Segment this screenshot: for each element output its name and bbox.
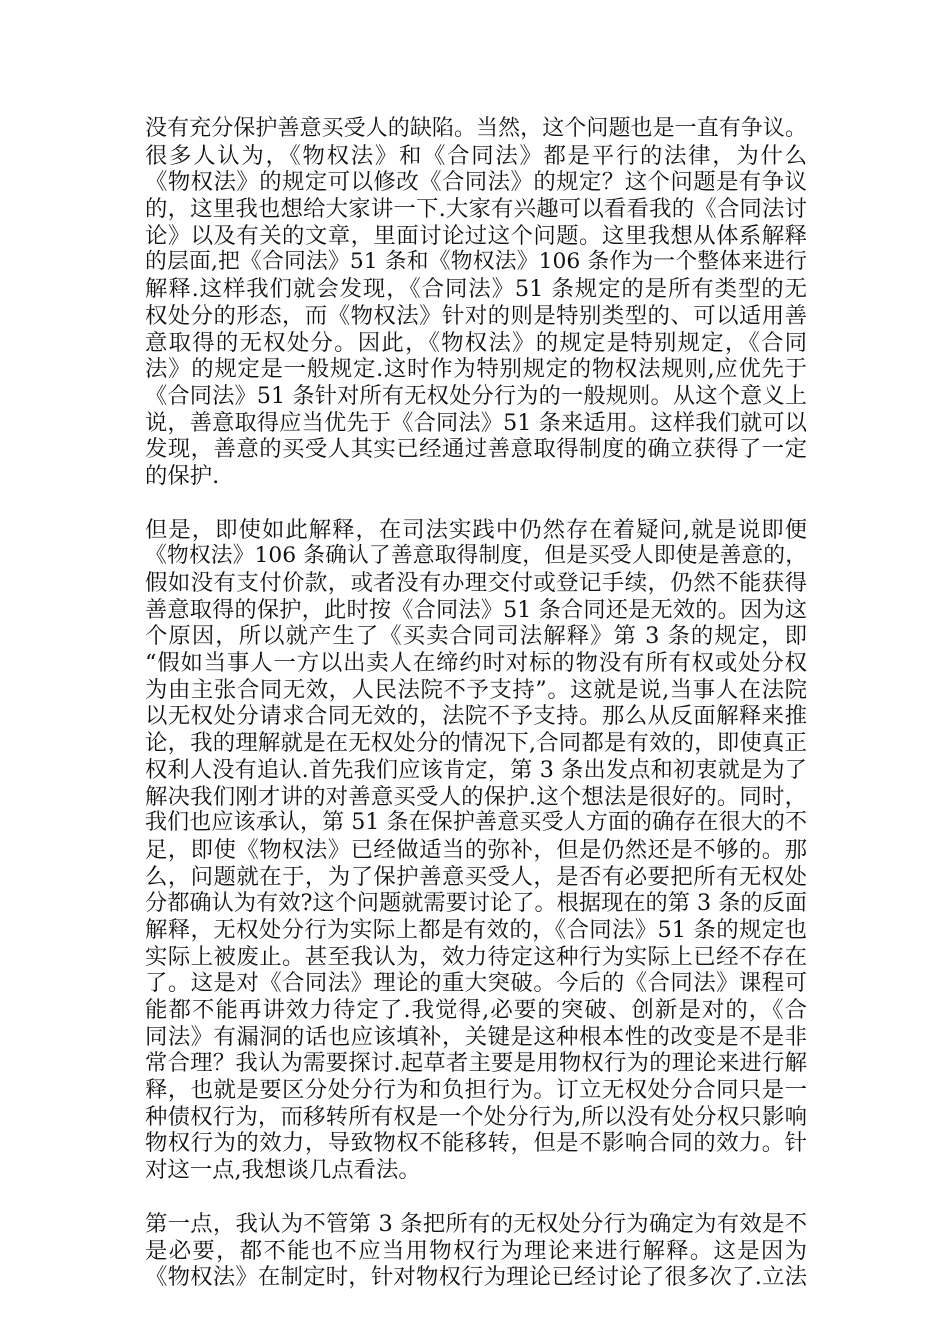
text-line: 《物权法》在制定时，针对物权行为理论已经讨论了很多次了.立法: [145, 1264, 807, 1291]
text-line: 么，问题就在于，为了保护善意买受人，是否有必要把所有无权处: [145, 863, 807, 890]
text-line: 假如没有支付价款，或者没有办理交付或登记手续，仍然不能获得: [145, 570, 807, 596]
text-line: 发现，善意的买受人其实已经通过善意取得制度的确立获得了一定: [145, 436, 807, 463]
text-line: 《合同法》51 条针对所有无权处分行为的一般规则。从这个意义上: [145, 382, 807, 409]
text-line: 善意取得的保护，此时按《合同法》51 条合同还是无效的。因为这: [145, 596, 807, 623]
text-line: 了。这是对《合同法》理论的重大突破。今后的《合同法》课程可: [145, 970, 807, 997]
text-line: 实际上被废止。甚至我认为，效力待定这种行为实际上已经不存在: [145, 943, 807, 970]
text-line: 的保护.: [145, 462, 220, 489]
text-line: 《物权法》的规定可以修改《合同法》的规定？这个问题是有争议: [145, 169, 807, 196]
text-line: 足，即使《物权法》已经做适当的弥补，但是仍然还是不够的。那: [145, 836, 807, 863]
text-line: 但是，即使如此解释，在司法实践中仍然存在着疑问,就是说即便: [145, 516, 807, 543]
text-line: 法》的规定是一般规定.这时作为特别规定的物权法规则,应优先于: [145, 356, 807, 383]
text-line: 个原因，所以就产生了《买卖合同司法解释》第 3 条的规定，即: [145, 623, 807, 650]
text-line: 是必要，都不能也不应当用物权行为理论来进行解释。这是因为: [145, 1237, 807, 1264]
text-line: 说，善意取得应当优先于《合同法》51 条来适用。这样我们就可以: [145, 409, 807, 436]
paragraph-1: [145, 116, 807, 490]
text-line: 对这一点,我想谈几点看法。: [145, 1157, 421, 1184]
text-line: 论》以及有关的文章，里面讨论过这个问题。这里我想从体系解释: [145, 222, 807, 249]
text-line: 论，我的理解就是在无权处分的情况下,合同都是有效的，即使真正: [145, 730, 807, 757]
text-line: 分都确认为有效?这个问题就需要讨论了。根据现在的第 3 条的反面: [145, 890, 807, 917]
text-line: 同法》有漏洞的话也应该填补，关键是这种根本性的改变是不是非: [145, 1023, 807, 1050]
text-line: 我们也应该承认，第 51 条在保护善意买受人方面的确存在很大的不: [145, 810, 807, 836]
text-line: 物权行为的效力，导致物权不能移转，但是不影响合同的效力。针: [145, 1130, 807, 1157]
text-line: 第一点，我认为不管第 3 条把所有的无权处分行为确定为有效是不: [145, 1210, 807, 1237]
text-line: 的，这里我也想给大家讲一下.大家有兴趣可以看看我的《合同法讨: [145, 196, 807, 223]
text-line: 权利人没有追认.首先我们应该肯定，第 3 条出发点和初衷就是为了: [145, 756, 807, 783]
text-line: 的层面,把《合同法》51 条和《物权法》106 条作为一个整体来进行: [145, 249, 807, 275]
text-line: 《物权法》106 条确认了善意取得制度，但是买受人即使是善意的，: [145, 543, 807, 569]
text-line: 种债权行为，而移转所有权是一个处分行为,所以没有处分权只影响: [145, 1103, 807, 1130]
paragraph-gap: [145, 490, 807, 517]
text-line: 解决我们刚才讲的对善意买受人的保护.这个想法是很好的。同时，: [145, 783, 807, 810]
text-line: 权处分的形态，而《物权法》针对的则是特别类型的、可以适用善: [145, 302, 807, 329]
text-line: 能都不能再讲效力待定了.我觉得,必要的突破、创新是对的，《合: [145, 997, 807, 1023]
text-line: 解释.这样我们就会发现，《合同法》51 条规定的是所有类型的无: [145, 276, 807, 303]
paragraph-3: [145, 1211, 807, 1291]
text-line: 很多人认为，《物权法》和《合同法》都是平行的法律，为什么: [145, 142, 807, 169]
text-line: 以无权处分请求合同无效的，法院不予支持。那么从反面解释来推: [145, 703, 807, 730]
text-line: 解释，无权处分行为实际上都是有效的，《合同法》51 条的规定也: [145, 916, 807, 943]
text-line: 为由主张合同无效，人民法院不予支持”。这就是说,当事人在法院: [145, 676, 807, 703]
paragraph-2: [145, 517, 807, 1184]
text-line: 释，也就是要区分处分行为和负担行为。订立无权处分合同只是一: [145, 1077, 807, 1104]
text-line: 常合理？我认为需要探讨.起草者主要是用物权行为的理论来进行解: [145, 1050, 807, 1077]
text-line: 意取得的无权处分。因此，《物权法》的规定是特别规定，《合同: [145, 329, 807, 356]
text-line: “假如当事人一方以出卖人在缔约时对标的物没有所有权或处分权: [145, 650, 807, 677]
document-page: [145, 116, 807, 1291]
text-line: 没有充分保护善意买受人的缺陷。当然，这个问题也是一直有争议。: [145, 116, 807, 141]
paragraph-gap: [145, 1184, 807, 1211]
